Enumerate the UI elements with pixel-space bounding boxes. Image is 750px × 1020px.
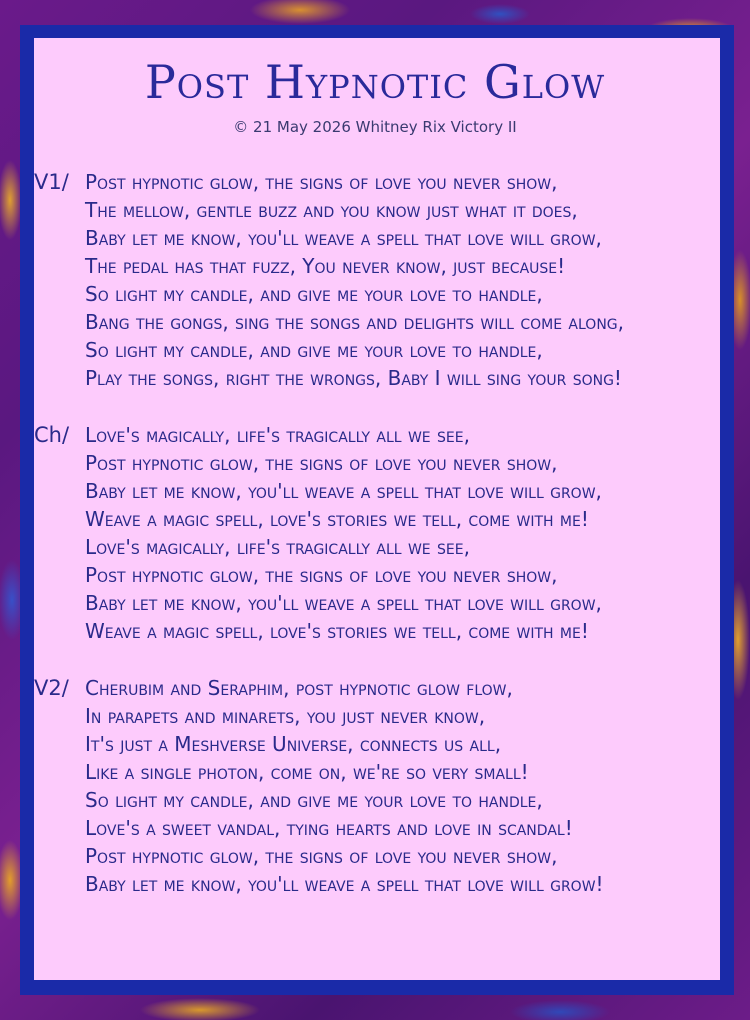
- lyric-line: Cherubim and Seraphim, post hypnotic glow flow,: [85, 676, 513, 700]
- lyric-line: Love's magically, life's tragically all we see,: [85, 535, 470, 559]
- lyric-line: Love's magically, life's tragically all we see,: [85, 423, 470, 447]
- lyric-line: Play the songs, right the wrongs, Baby I will sing your song!: [85, 366, 622, 390]
- lyric-line: The pedal has that fuzz, You never know, just because!: [85, 254, 566, 278]
- stanza-label: V2/: [34, 676, 69, 700]
- song-title: Post Hypnotic Glow: [144, 55, 606, 109]
- lyric-line: Post hypnotic glow, the signs of love you never show,: [85, 451, 558, 475]
- lyric-line: It's just a Meshverse Universe, connects us all,: [85, 732, 502, 756]
- lyric-line: In parapets and minarets, you just never know,: [85, 704, 486, 728]
- copyright-notice: © 21 May 2026 Whitney Rix Victory II: [233, 118, 517, 136]
- lyric-line: Post hypnotic glow, the signs of love you never show,: [85, 170, 558, 194]
- lyric-line: Weave a magic spell, love's stories we tell, come with me!: [85, 507, 589, 531]
- lyric-line: So light my candle, and give me your love to handle,: [85, 788, 543, 812]
- lyric-line: So light my candle, and give me your love to handle,: [85, 338, 543, 362]
- lyric-line: Post hypnotic glow, the signs of love you never show,: [85, 563, 558, 587]
- stanza-label: V1/: [34, 170, 69, 194]
- lyric-line: Baby let me know, you'll weave a spell that love will grow,: [85, 591, 602, 615]
- lyric-line: The mellow, gentle buzz and you know just what it does,: [85, 198, 578, 222]
- lyric-line: Baby let me know, you'll weave a spell that love will grow!: [85, 872, 604, 896]
- lyric-line: Like a single photon, come on, we're so very small!: [85, 760, 529, 784]
- lyric-line: So light my candle, and give me your love to handle,: [85, 282, 543, 306]
- lyric-line: Bang the gongs, sing the songs and delights will come along,: [85, 310, 624, 334]
- lyric-line: Post hypnotic glow, the signs of love you never show,: [85, 844, 558, 868]
- stanza-label: Ch/: [34, 423, 70, 447]
- lyric-line: Weave a magic spell, love's stories we tell, come with me!: [85, 619, 589, 643]
- lyric-line: Love's a sweet vandal, tying hearts and love in scandal!: [85, 816, 573, 840]
- lyric-line: Baby let me know, you'll weave a spell that love will grow,: [85, 226, 602, 250]
- lyric-line: Baby let me know, you'll weave a spell that love will grow,: [85, 479, 602, 503]
